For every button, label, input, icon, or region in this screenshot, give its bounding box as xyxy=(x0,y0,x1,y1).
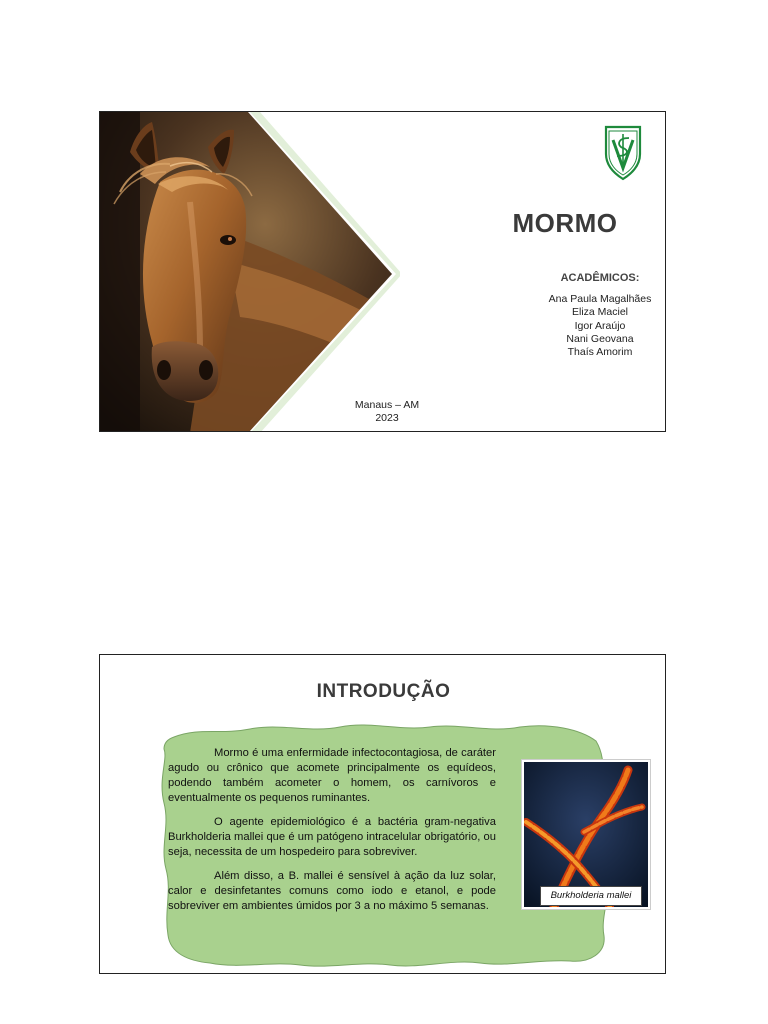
introduction-slide xyxy=(99,654,666,974)
member-name: Thaís Amorim xyxy=(567,346,633,359)
location: Manaus – AM xyxy=(354,399,420,411)
member-name: Ana Paula Magalhães xyxy=(548,293,652,305)
member-name: Nani Geovana xyxy=(566,332,634,345)
member-name: Eliza Maciel xyxy=(571,306,629,319)
member-name: Igor Araújo xyxy=(574,319,626,332)
slide-title: INTRODUÇÃO xyxy=(316,681,451,702)
slide-title: MORMO xyxy=(512,208,618,238)
intro-paragraph: O agente epidemiológico é a bactéria gram-negativa Burkholderia mallei que é um patógeno intracelular obrigatório, ou seja, necessita de um hospedeiro para sobreviver. xyxy=(168,816,496,858)
year: 2023 xyxy=(375,412,399,424)
academics-heading: ACADÊMICOS: xyxy=(560,272,640,284)
intro-paragraph: Mormo é uma enfermidade infectocontagiosa, de caráter agudo ou crônico que acomete principalmente os equídeos, podendo também acometer o homem, os carnívoros e eventualmente os pequenos ruminantes. xyxy=(168,747,496,804)
horse-portrait-image xyxy=(100,112,400,432)
intro-text xyxy=(168,746,496,923)
image-caption: Burkholderia mallei xyxy=(540,886,642,906)
vet-caduceus-shield-icon xyxy=(603,124,643,182)
members-list xyxy=(530,293,666,359)
title-slide xyxy=(99,111,666,432)
location-date xyxy=(332,399,442,425)
intro-paragraph: Além disso, a B. mallei é sensível à ação da luz solar, calor e desinfetantes comuns como iodo e etanol, e pode sobreviver em ambientes úmidos por 3 a no máximo 5 semanas. xyxy=(168,870,496,912)
